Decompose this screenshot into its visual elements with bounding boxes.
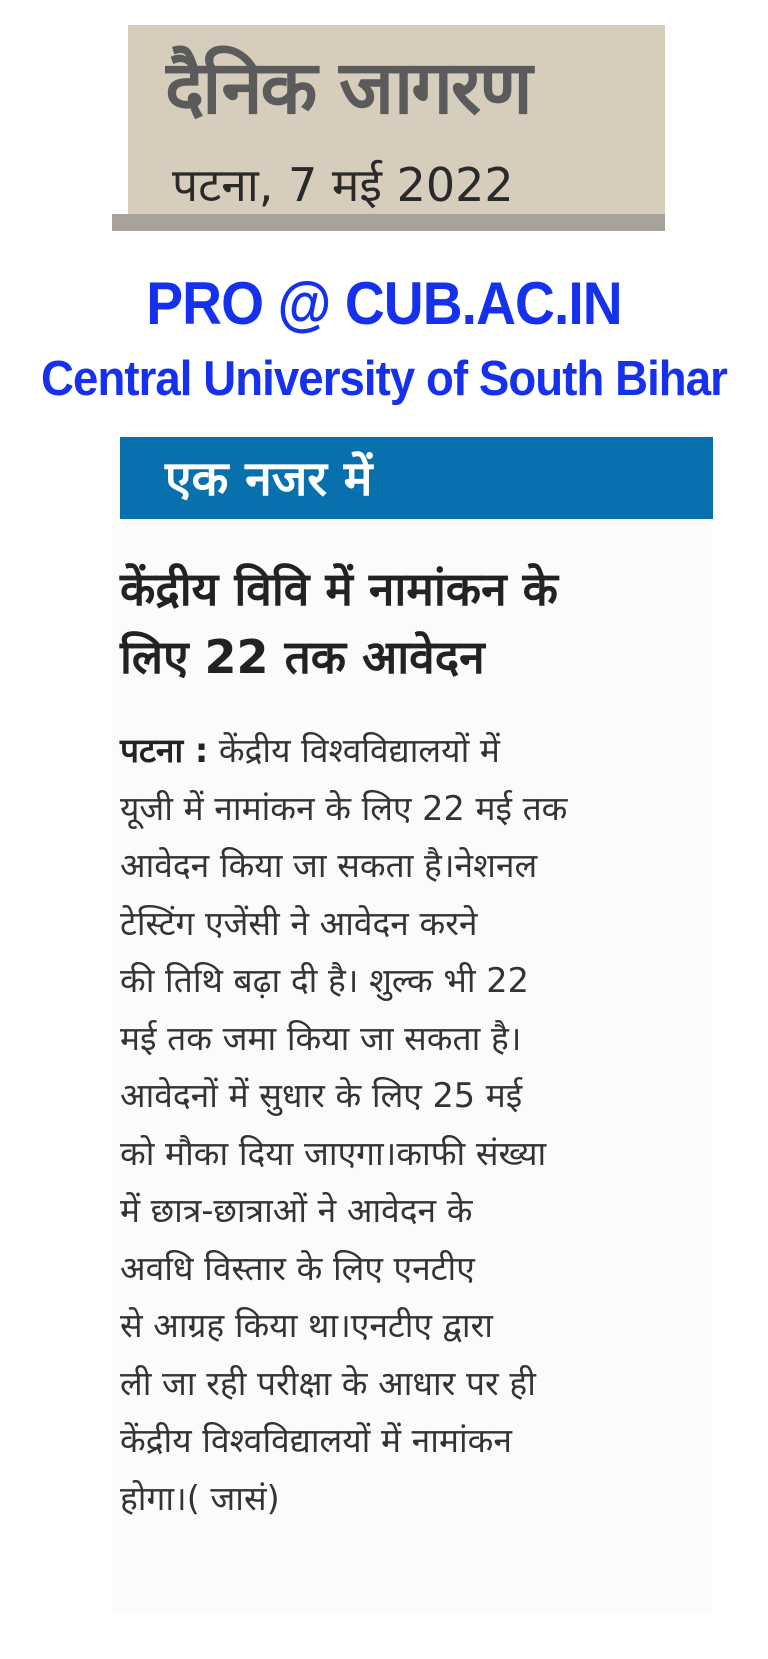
university-name: Central University of South Bihar [41,352,727,406]
masthead-underline [112,214,665,231]
article-body [120,722,680,1527]
headline-line: केंद्रीय विवि में नामांकन के [120,562,558,616]
body-first-line [120,722,680,780]
body-line: आवेदनों में सुधार के लिए 25 मई [120,1076,523,1115]
body-line: टेस्टिंग एजेंसी ने आवेदन करने [120,903,478,943]
pro-email-heading: PRO @ CUB.AC.IN [146,270,622,337]
body-line: अवधि विस्तार के लिए एनटीए [120,1248,475,1288]
body-line: मई तक जमा किया जा सकता है। [120,1018,522,1058]
article-headline [120,555,720,691]
body-line: होगा।( जासं) [120,1478,280,1518]
article-dateline: पटना : [120,731,209,770]
section-title: एक नजर में [165,451,373,507]
body-line: आवेदन किया जा सकता है।नेशनल [120,846,538,885]
body-line: केंद्रीय विश्वविद्यालयों में नामांकन [120,1421,512,1460]
body-line: से आग्रह किया था।एनटीए द्वारा [120,1306,493,1345]
body-line: को मौका दिया जाएगा।काफी संख्या [120,1133,547,1173]
body-line: ली जा रही परीक्षा के आधार पर ही [120,1363,536,1403]
edition-dateline: पटना, 7 मई 2022 [172,158,514,212]
headline-line: लिए 22 तक आवेदन [120,630,485,684]
body-line: में छात्र-छात्राओं ने आवेदन के [120,1191,473,1230]
body-line: की तिथि बढ़ा दी है। शुल्क भी 22 [120,961,529,1000]
body-first-line-text: केंद्रीय विश्वविद्यालयों में [208,731,500,770]
body-line: यूजी में नामांकन के लिए 22 मई तक [120,788,568,828]
newspaper-name: दैनिक जागरण [165,45,531,131]
